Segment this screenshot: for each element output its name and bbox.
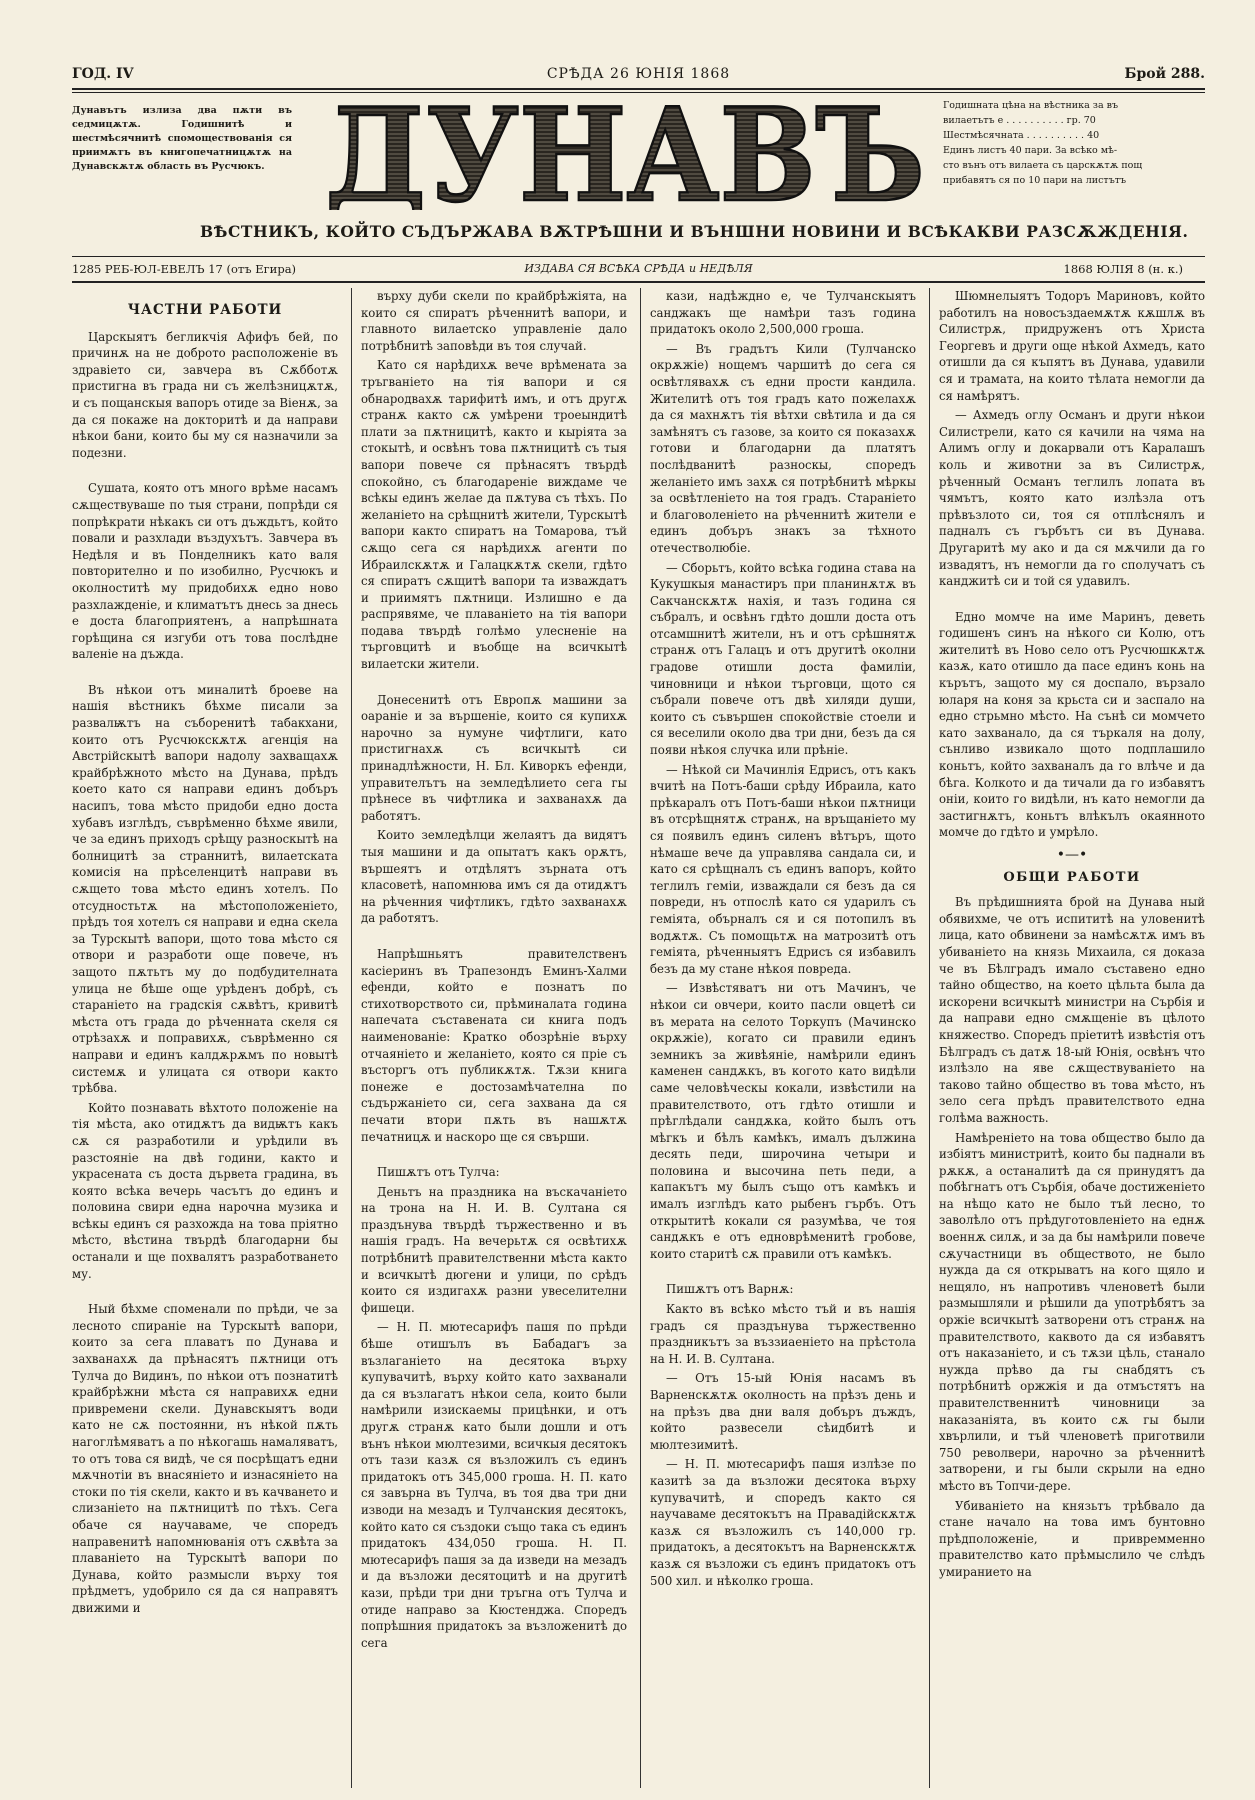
price-line: прибавятъ ся по 10 пари на листътъ bbox=[943, 175, 1127, 186]
article-paragraph: — Н. П. мютесарифъ пашя излѣзе по казитѣ за да възложи десятока върху купувачитѣ, и споредъ както ся научаваме десятокътъ на Правадійскѫтѫ казѫ ся възложилъ съ 140,000 гр. придатокъ, а десятокътъ на Варненскѫтѫ казѫ ся възложи съ единъ придатокъ отъ 500 хил. и нѣколко гроша. bbox=[650, 1457, 916, 1588]
article-paragraph: Сушата, която отъ много врѣме насамъ сѫществуваше по тыя страни, попрѣди ся попрѣкрати нѣкакъ си отъ дъждьтъ, който повали и разхлади въздухътъ. Завчера въ Недѣля и въ Понделникъ като валя повторително и по изобилно, Русчюкъ и околноститѣ му придобихѫ едно ново разхлажденіе, и климатътъ днесь за днесь е доста благоприятенъ, а напрѣшната горѣщина ся изгуби отъ това послѣдне валеніе на дъжда. bbox=[72, 481, 338, 662]
price-line: Годишната цѣна на вѣстника за въ bbox=[943, 100, 1119, 111]
price-line: Единъ листъ 40 пари. За всѣко мѣ- bbox=[943, 145, 1118, 156]
columns bbox=[72, 288, 1205, 1788]
article-paragraph: Шюмнелыятъ Тодоръ Мариновъ, който работилъ на новосъздаемѫтѫ кѫшлѫ въ Силистрѫ, придруженъ отъ Христа Георгевъ и други още нѣкой Ахмедъ, като отишли да ся къпятъ въ Дунава, удавили ся и трамата, на които тѣлата немогли да ся намѣрятъ. bbox=[939, 289, 1205, 403]
article-paragraph: Пишѫтъ отъ Варнѫ: bbox=[666, 1282, 794, 1297]
article-paragraph: Донесенитѣ отъ Европѫ машини за оараніе и за вършеніе, които ся купихѫ нарочно за нумуне чифтлиги, като пристигнахѫ съ всичкытѣ си принадлѣжности, Н. Бл. Киворкъ ефенди, управителътъ на земледѣлието сега гы прѣнесе въ чифтлика и захванахѫ да работятъ. bbox=[361, 692, 627, 823]
article-paragraph: — Извѣстяватъ ни отъ Мачинъ, че нѣкои си овчери, които пасли овцетѣ си въ мерата на селото Торкупъ (Мачинско окрѫжіе), когато си правили единъ земникъ за живѣяніе, намѣрили единъ каменен сандѫкъ, въ когото като видѣли саме человѣческы кокали, извѣстили на правителството, отъ гдѣто отишли и прѣглѣдали сандѫка, който былъ отъ мѣгкъ и бѣлъ камѣкъ, ималъ дължина десять педи, широчина четыри и половина и высочина петь педи, а капакътъ му былъ също отъ камѣкъ и ималъ изглѣдъ като рыбенъ гърбъ. Отъ открытитѣ кокали ся разумѣва, че тоя сандѫкъ е отъ едноврѣменитѣ гробове, които старитѣ сѫ правили отъ камѣкъ. bbox=[650, 981, 916, 1261]
column-3 bbox=[650, 288, 916, 1788]
article-paragraph: Напрѣшньятъ правителственъ касіеринъ въ Трапезондъ Еминъ-Халми ефенди, който е познатъ по стихотворството си, прѣминалата година напечата съставената си книга подъ наименованіе: Кратко обозрѣніе върху отчаяніето и желаніето, която ся пріе съ въсторгъ отъ публикѫтѫ. Тѫзи книга понеже е достозамѣчателна по съдържаніето си, сега захвана да ся печати втори пѫть въ нашѫтѫ печатницѫ и наскоро ще ся свърши. bbox=[361, 946, 627, 1144]
column-2 bbox=[361, 288, 627, 1788]
article-paragraph: Пишѫтъ отъ Тулча: bbox=[377, 1165, 500, 1180]
rule bbox=[72, 256, 1205, 257]
subtitle: ВѢСТНИКЪ, КОЙТО СЪДЪРЖАВА ВѪТРѢШНИ И ВЪНШНИ НОВИНИ И ВСѢКАКВИ РАЗСѪЖДЕНІЯ. bbox=[200, 222, 1189, 241]
year-label: ГОД. IV bbox=[72, 66, 134, 82]
column-1 bbox=[72, 288, 338, 1788]
masthead-text: ДУНАВЪ bbox=[325, 92, 925, 210]
article-paragraph: — Н. П. мютесарифъ пашя по прѣди бѣше отишълъ въ Бабадагъ за възлаганіето на десятока върху купувачитѣ, върху който като захванали да ся възлагатъ нѣкои села, които были намѣрили изискаемы прицѣнки, и отъ другѫ странѫ като были дошли и отъ вънъ нѣкои мюлтезими, всичкыя десятокъ отъ тази казѫ ся възложилъ съ единъ придатокъ отъ 345,000 гроша. Н. П. като ся завърна въ Тулча, въ тоя два три дни изводи на мезадъ и Тулчанския десятокъ, който като ся създоки също така съ единъ придатокъ 434,050 гроша. Н. П. мютесарифъ пашя за да изведи на мезадъ и да възложи десятоцитѣ и на другитѣ кази, прѣди три дни тръгна отъ Тулча и отиде направо за Кюстенджа. Споредъ попрѣшния придатокъ за възложенитѣ до сега bbox=[361, 1320, 627, 1650]
section-heading: ОБЩИ РАБОТИ bbox=[1003, 869, 1141, 885]
article-paragraph: Ный бѣхме споменали по прѣди, че за лесното спираніе на Турскытѣ вапори, които за сега плаватъ по Дунава и захванахѫ да прѣнасятъ пѫтници отъ Тулча до Видинъ, по нѣкои отъ познатитѣ крайбрѣжни мѣста ся направихѫ едни привремени скели. Дунавскыятъ води като не сѫ постоянни, нъ нѣкой пѫть нагоглѣмяватъ а по нѣкогашь намаляватъ, то отъ това ся видѣ, че ся посрѣщатъ едни мѫчнотіи въ внасяніето и изнасяніето на стоки по тія скели, както и въ качването и слизаніето на пѫтницитѣ по тѣхъ. Сега обаче ся научаваме, че споредъ направенитѣ напомнюванія отъ сѫвѣта за плаваніето на Турскытѣ вапори по Дунава, който размысли върху тоя прѣдметъ, удобрило ся да ся направятъ движими и bbox=[72, 1302, 338, 1615]
article-paragraph: върху дуби скели по крайбрѣжіята, на които ся спиратъ рѣченнитѣ вапори, и главното вилаетско управленіе дало потрѣбнитѣ заповѣди въ тоя случай. bbox=[361, 289, 627, 353]
dateline bbox=[72, 262, 1205, 280]
article-paragraph: Който познавать вѣхтото положеніе на тія мѣста, ако отидѫтъ да видѭтъ какъ сѫ ся разработили и урѣдили въ разстояніе на двѣ години, както и украсената съ доста дървета градина, въ която всѣка вечерь часътъ до единъ и половина свири една нарочна музика и всѣкы единъ ся разхожда на това пріятно мѣсто, вѣстина твърдѣ благодарни бы останали и ще похвалятъ разработването му. bbox=[72, 1100, 338, 1281]
article-paragraph: кази, надѣждно е, че Тулчанскыятъ санджакъ ще намѣри тазъ година придатокъ около 2,500,000 гроша. bbox=[650, 289, 916, 337]
article-paragraph: Като ся нарѣдихѫ вече врѣмената за тръгваніето на тія вапори и ся обнародвахѫ тарифитѣ имъ, и отъ другѫ странѫ както сѫ умѣрени троеындитѣ плати за пѫтницитѣ, както и кыріята за стокытѣ, и освѣнъ това пѫтницитѣ съ тыя вапори повече ся прѣнасятъ твърдѣ спокойно, съ благодареніе виждаме че всѣкы единъ желае да пѫтува съ тѣхъ. По желаніето на срѣщнитѣ жители, Турскытѣ вапори както спиратъ на Томарова, тъй сѫщо сега ся нарѣдихѫ агенти по Ибраилскѫтѫ и Галацкѫтѫ скели, гдѣто ся спиратъ сѫщитѣ вапори та изваждатъ и приимятъ пѫтници. Излишно е да распрявяме, че плаваніето на тія вапори подава твърдѣ голѣмо улесненіе на търговцитѣ и въобще на всичкытѣ вилаетски жители. bbox=[361, 358, 627, 672]
section-heading: ЧАСТНИ РАБОТИ bbox=[127, 302, 283, 318]
article-paragraph: Убиваніето на князьтъ трѣбвало да стане начало на това имъ бунтовно прѣдположеніе, и привремменно правителство като прѣмыслило че слѣдъ умиранието на bbox=[939, 1498, 1205, 1579]
dateline-gregorian: 1868 ЮЛІЯ 8 (н. к.) bbox=[1063, 262, 1183, 276]
rule bbox=[72, 88, 1205, 90]
price-line: Шестмѣсячната . . . . . . . . . . 40 bbox=[943, 130, 1100, 141]
price-line: вилаетътъ е . . . . . . . . . . гр. 70 bbox=[943, 115, 1096, 126]
article-paragraph: — Въ градътъ Кили (Тулчанско окрѫжіе) нощемъ чаршитѣ до сега ся освѣтлявахѫ съ едни прости кандила. Жителитѣ отъ тоя градъ като пожелахѫ да ся махнѫтъ тія вѣтхи свѣтила и да ся замѣнятъ съ газове, за които ся показахѫ готови и благодарни да платятъ послѣдванитѣ разноскы, споредъ желаніето имъ захѫ ся потрѣбнитѣ мѣркы за освѣтленіето на тоя градъ. Стараніето и благоволеніето на рѣченнитѣ жители е единъ добъръ знакъ за тѣхното отечестволюбіе. bbox=[650, 341, 916, 555]
article-paragraph: Както въ всѣко мѣсто тъй и въ нашія градъ ся праздънува тържественно праздникътъ за въззиаеніето на прѣстола на Н. И. В. Султана. bbox=[650, 1302, 916, 1366]
article-paragraph: — Отъ 15-ый Юнія насамъ въ Варненскѫтѫ околность на прѣзъ день и на прѣзъ два дни валя добъръ дъждъ, който развесели сѣидбитѣ и мюлтезимитѣ. bbox=[650, 1371, 916, 1452]
masthead-logo bbox=[320, 92, 930, 210]
issue-date: СРѢДА 26 ЮНІЯ 1868 bbox=[546, 66, 731, 82]
masthead-title bbox=[320, 92, 930, 210]
article-paragraph: Въ нѣкои отъ миналитѣ броеве на нашія вѣстникъ бѣхме писали за развалѭтъ на съборенитѣ табакхани, които отъ Русчюкскѫтѫ агенція на Австрійскытѣ вапори надолу захващахѫ крайбрѣжното мѣсто на Дунава, прѣдъ което като ся направи единъ добъръ насипъ, това мѣсто придоби едно доста хубавъ изглѣдъ, съврѣменно бѣхме явили, че за единъ приходъ срѣщу разноскытѣ на болницитѣ за страннитѣ, вилаетската комисія на прѣселенцитѣ направи въ сѫщето това мѣсто единъ хотелъ. По отсудностьтѫ на мѣстоположеніето, прѣдъ тоя хотелъ ся направи и една скела за Турскытѣ вапори, щото това мѣсто ся отвори и разработи още повече, нъ защото пѫтьтъ му до подбудителната улица не бѣше още урѣденъ добрѣ, съ стараніето на градскія сѫвѣтъ, кривитѣ мѣста отъ града до рѣченната скеля ся отрѣзахѫ и поправихѫ, съврѣменно ся направи и единъ калдѫрѫмъ по новытѣ системѫ и улицата ся отвори както трѣбва. bbox=[72, 682, 338, 1096]
ear-right-prices bbox=[943, 98, 1205, 188]
article-paragraph: — Ахмедъ оглу Османъ и други нѣкои Силистрели, като ся качили на чяма на Алимъ оглу и докарвали отъ Каралашъ коль и животни за въ Силистрѫ, рѣченный Османъ теглилъ лопата въ чямътъ, която като излѣзла отъ прѣвъзлото си, тоя ся отплѣснялъ и падналъ съ гърбътъ си въ Дунава. Другаритѣ му ако и да ся мѫчили да го извадятъ, нъ немогли да го сполучатъ съ канджитѣ си и той ся удавилъ. bbox=[939, 408, 1205, 589]
price-line: сто вънъ отъ вилаета съ царскѫтѫ пощ bbox=[943, 160, 1143, 171]
article-paragraph: Въ прѣдишнията брой на Дунава ный обявихме, че отъ испититѣ на уловенитѣ лица, като обвинени за намѣсѫтѫ имъ въ убиваніето на князь Михаила, ся доказа че въ Бѣлградъ имало съставено едно тайно общество, на което цѣльта была да искорени всичкытѣ министри на Сърбія и да направи едно смѫщеніе въ цѣлото княжество. Споредъ пріетитѣ извѣстія отъ Бѣлградъ съ датѫ 18-ый Юнія, освѣнъ что излѣзло на яве сѫществуваніето на таково тайно общество въ това мѣсто, нъ зело сега прѣдъ правителството една голѣма важность. bbox=[939, 895, 1205, 1125]
article-paragraph: Които земледѣлци желаятъ да видятъ тыя машини и да опытатъ какъ орѫтъ, вършеятъ и отдѣлятъ зърната отъ класоветѣ, напомнюва имъ ся да отидѫтъ на рѣченния чифтликъ, гдѣто захванахѫ да работятъ. bbox=[361, 828, 627, 926]
article-paragraph: — Нѣкой си Мачинлія Едрисъ, отъ какъ вчитѣ на Потъ-баши срѣду Ибраила, като прѣкаралъ отъ Потъ-баши нѣкои пѫтници въ отсрѣщнятѫ странѫ, на връщаніето му ся появилъ единъ силенъ вѣтъръ, щото нѣмаше вече да управлява сандала си, и като ся срѣщналъ съ единъ вапоръ, който теглилъ геміи, изваждали ся безъ да ся повреди, нъ отпослѣ като ся ударилъ съ геміята, обърналъ ся и ся потопилъ въ водѫтѫ. Съ помощьтѫ на матрозитѣ отъ геміята, рѣченныятъ Едрисъ ся избавилъ безъ да му стане нѣкоя повреда. bbox=[650, 762, 916, 976]
ear-left-notice: Дунавътъ излиза два пѫти въ седмицѫтѫ. Годишнитѣ и шестмѣсячнитѣ спомоществованія ся приимѫтъ въ книгопечатницѫтѫ на Дунавскѫтѫ область въ Русчюкъ. bbox=[72, 105, 292, 172]
article-paragraph: — Сборьтъ, който всѣка година става на Кукушкыя манастиръ при планинѫтѫ въ Сакчанскѫтѫ нахія, и тазъ година ся събралъ, и освѣнъ гдѣто дошли доста отъ отсамшнитѣ жители, нъ и отъ срѣшнятѫ странѫ отъ Галацъ и отъ другитѣ околни градове отишли доста фамиліи, чиновници и нѣкои търговци, щото ся събрали повече отъ двѣ хиляди души, които съ съвършен спокойствіе стоели и ся веселили около два три дни, безъ да ся появи нѣкоя случка или прѣніе. bbox=[650, 560, 916, 758]
rule bbox=[72, 281, 1205, 283]
dateline-hijri: 1285 РЕБ-ЮЛ-ЕВЕЛЪ 17 (отъ Егира) bbox=[72, 262, 297, 276]
top-line bbox=[72, 66, 1205, 86]
column-4 bbox=[939, 288, 1205, 1788]
dateline-publication: ИЗДАВА СЯ ВСѢКА СРѢДА и НЕДѢЛЯ bbox=[524, 262, 753, 275]
article-paragraph: Деньтъ на праздника на въскачаніето на трона на Н. И. В. Султана ся праздънува твърдѣ тържественно и въ нашія градъ. На вечерьтѫ ся освѣтихѫ потрѣбнитѣ правителственни мѣста както и всичкытѣ дюгени и улици, по срѣдъ които ся издигахѫ разни увеселителни фишеци. bbox=[361, 1184, 627, 1315]
ornament-divider: •—• bbox=[1056, 847, 1088, 863]
article-paragraph: Царскыятъ бегликчія Афифъ бей, по причинѫ на не доброто расположеніе въ здравіето си, завчера въ Сѫбботѫ пристигна въ града ни съ желѣзницѫтѫ, и съ пощанскыя вапоръ отиде за Віенѫ, за да ся покаже на докторитѣ и да направи нѣкои бани, които бы му ся назначили за подезни. bbox=[72, 329, 338, 460]
issue-number: Брой 288. bbox=[1124, 66, 1205, 82]
article-paragraph: Едно момче на име Маринъ, деветь годишенъ синъ на нѣкого си Колю, отъ жителитѣ въ Ново село отъ Русчюшкѫтѫ казѫ, като отишло да пасе единъ конь на кърътъ, защото му ся доспало, вързало юларя на коня за крьста си и заспало на едно стрьмно мѣсто. На сънѣ си момчето като захванало, да ся търкаля на долу, сънливо извикало щото подплашило коньтъ, който захваналъ да го влѣче и да бѣга. Колкото и да тичали да го избавятъ оніи, които го видѣли, нъ като немогли да застигнѫтъ, коньтъ влѣкълъ окаянното момче до гдѣто и умрѣло. bbox=[939, 609, 1205, 840]
article-paragraph: Намѣреніето на това общество было да избіятъ министритѣ, които бы паднали въ рѫкѫ, а останалитѣ да ся принудятъ да побѣгнатъ отъ Сърбія, обаче достиженіето на нѣщо като не было тъй лесно, то заволѣло отъ прѣдуготовленіето на еднѫ военнѫ силѫ, и за да бы намѣрили повече сѫучастници въ обществото, не было нужда да ся открыватъ на кого щяло и нещяло, нъ напротивъ членоветѣ были размышляли и рѣшили да употрѣбятъ за оржіе всичкытѣ затворени отъ странѫ на правителството, каквото да ся избавятъ отъ наказаніето, и съ тѫзи цѣль, станало нужда прѣво да гы снабдятъ съ потрѣбнитѣ оржжія и да отмъстятъ на правителственнитѣ чиновници за наказаніята, въ които сѫ гы были хвърлили, и тъй членоветѣ приготвили 750 револвери, нарочно за рѣченнитѣ затворени, и гы были скрыли на едно мѣсто въ Топчи-дере. bbox=[939, 1130, 1205, 1493]
